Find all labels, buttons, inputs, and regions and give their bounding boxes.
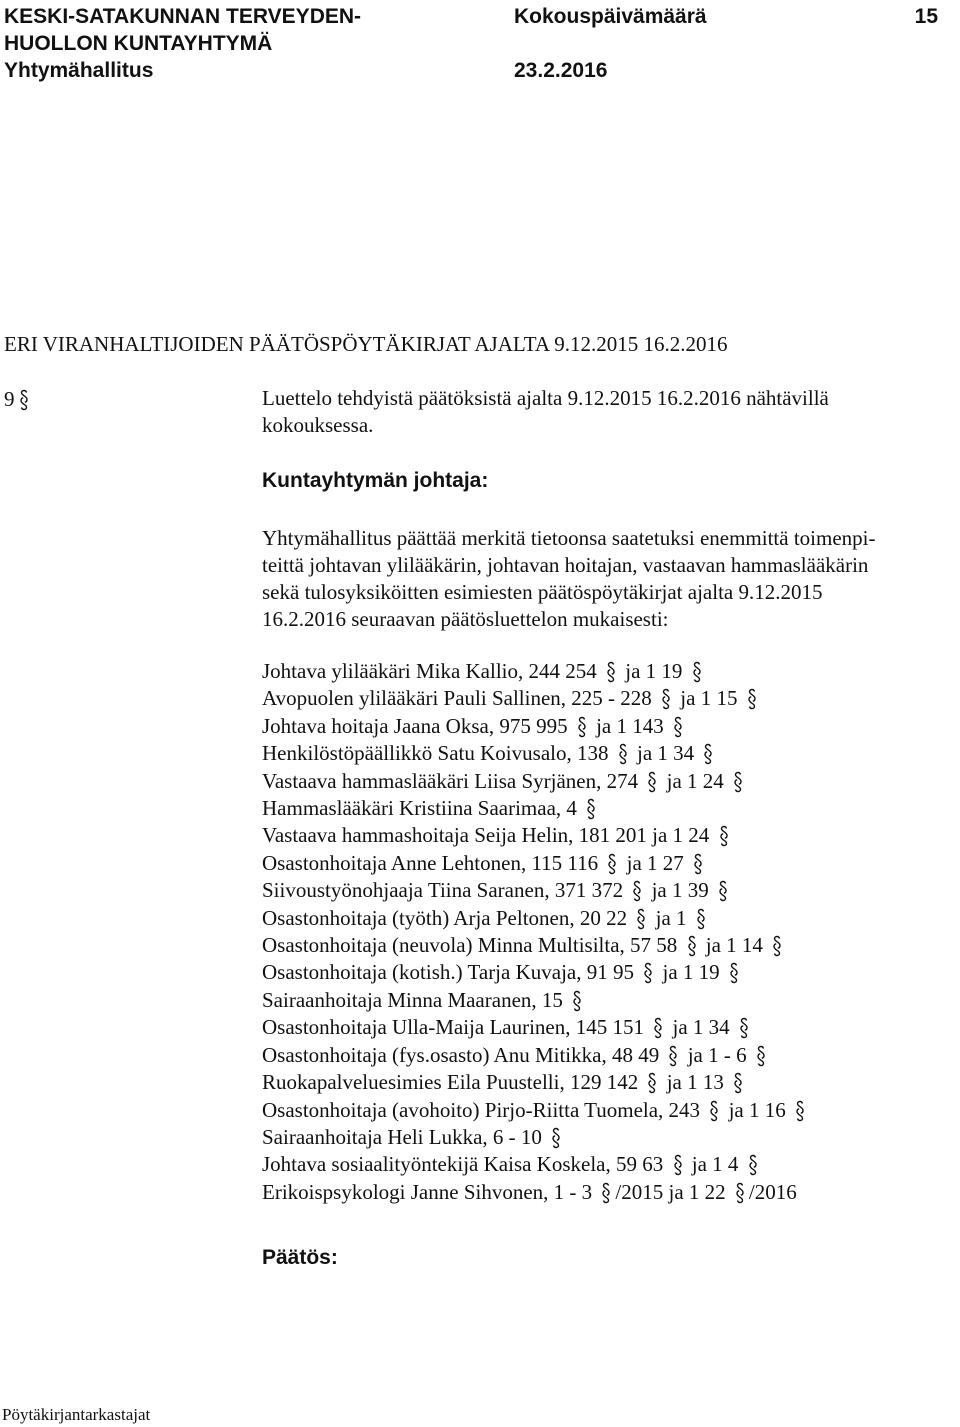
proposal-line: teittä johtavan ylilääkärin, johtavan hoitajan, vastaavan hammaslääkärin (262, 553, 869, 577)
section-sign-icon (667, 1045, 679, 1067)
decision-list-item (262, 1042, 952, 1069)
decision-text: Ruokapalveluesimies Eila Puustelli, 129 142 (262, 1070, 644, 1095)
section-sign-icon (642, 962, 654, 984)
decision-list-item (262, 795, 952, 822)
decision-list-item (262, 768, 952, 795)
proposal-line: sekä tulosyksiköitten esimiesten päätöspöytäkirjat ajalta 9.12.2015 (262, 580, 823, 604)
decision-list-item (262, 1014, 952, 1041)
decision-list-item (262, 1069, 952, 1096)
decision-text: ja 1 (650, 905, 692, 930)
decision-text: Siivoustyönohjaaja Tiina Saranen, 371 372 (262, 878, 629, 903)
decision-text: Osastonhoitaja (neuvola) Minna Multisilta, 57 58 (262, 933, 683, 958)
decision-list-item (262, 850, 952, 877)
decision-text: /2016 (748, 1179, 797, 1204)
section-sign-icon (600, 1182, 612, 1204)
section-sign-icon (605, 661, 617, 683)
footer-signatories: Pöytäkirjantarkastajat (2, 1405, 151, 1424)
section-title: ERI VIRANHALTIJOIDEN PÄÄTÖSPÖYTÄKIRJAT AJALTA 9.12.2015 16.2.2016 (4, 332, 728, 356)
item-number-value: 9 (4, 387, 15, 411)
section-sign-icon (755, 1045, 767, 1067)
section-sign-icon (672, 716, 684, 738)
decision-text: ja 1 16 (723, 1097, 791, 1122)
section-sign-icon (794, 1100, 806, 1122)
section-sign-icon (672, 1154, 684, 1176)
document-header (4, 0, 956, 84)
decision-text: ja 1 27 (621, 850, 690, 875)
decision-text: ja 1 19 (620, 659, 688, 683)
section-sign-icon (646, 771, 658, 793)
decision-text: Avopuolen ylilääkäri Pauli Sallinen, 225 - 228 (262, 686, 658, 711)
decision-list (262, 658, 952, 1206)
section-sign-icon (571, 990, 583, 1012)
decision-text: ja 1 24 (661, 768, 730, 793)
decision-list-item (262, 685, 952, 712)
section-sign-icon (732, 771, 744, 793)
item-number (4, 385, 33, 413)
decision-text: Osastonhoitaja (avohoito) Pirjo-Riitta Tuomela, 243 (262, 1097, 706, 1122)
section-sign-icon (692, 853, 704, 875)
decision-list-item (262, 1179, 952, 1206)
decision-list-item (262, 1124, 952, 1151)
decision-text: Hammaslääkäri Kristiina Saarimaa, 4 (262, 796, 583, 821)
section-sign-icon (686, 935, 698, 957)
section-sign-icon (695, 908, 707, 930)
decision-list-item (262, 658, 952, 685)
section-sign-icon (728, 962, 740, 984)
section-sign-icon (576, 716, 588, 738)
organization-name (4, 3, 444, 84)
section-sign-icon (550, 1127, 562, 1149)
proposer-label: Kuntayhtymän johtaja: (262, 469, 489, 492)
section-sign-icon (617, 743, 629, 765)
organization-line-3: Yhtymähallitus (4, 59, 154, 82)
section-sign-icon (717, 880, 729, 902)
decision-text: Vastaava hammaslääkäri Liisa Syrjänen, 274 (262, 768, 644, 793)
item-title: Luettelo tehdyistä päätöksistä ajalta 9.12.2015 16.2.2016 nähtävillä kokouksessa. (262, 386, 829, 437)
section-sign-icon (606, 853, 618, 875)
section-sign-icon (734, 1182, 746, 1204)
section-sign-icon (652, 1017, 664, 1039)
page-number: 15 (914, 5, 938, 28)
section-sign-icon (18, 389, 30, 411)
section-sign-icon (635, 908, 647, 930)
decision-text: Vastaava hammashoitaja Seija Helin, 181 201 ja 1 24 (262, 823, 715, 848)
decision-list-item (262, 932, 952, 959)
section-sign-icon (718, 825, 730, 847)
decision-list-item (262, 713, 952, 740)
organization-line-2: HUOLLON KUNTAYHTYMÄ (4, 32, 273, 55)
section-sign-icon (702, 743, 714, 765)
decision-list-item (262, 1097, 952, 1124)
proposal-line: Yhtymähallitus päättää merkitä tietoonsa saatetuksi enemmittä toimenpi- (262, 526, 876, 550)
decision-text: ja 1 143 (590, 713, 669, 738)
section-sign-icon (738, 1017, 750, 1039)
decision-text: ja 1 34 (667, 1015, 735, 1040)
section-sign-icon (732, 1072, 744, 1094)
decision-text: Henkilöstöpäällikkö Satu Koivusalo, 138 (262, 741, 614, 766)
section-sign-icon (708, 1100, 720, 1122)
decision-list-item (262, 822, 952, 849)
section-sign-icon (747, 1154, 759, 1176)
decision-text: ja 1 34 (631, 741, 700, 766)
decision-text: ja 1 13 (661, 1070, 730, 1095)
section-sign-icon (631, 880, 643, 902)
proposal-line: 16.2.2016 seuraavan päätösluettelon mukaisesti: (262, 607, 669, 631)
section-sign-icon (746, 688, 758, 710)
decision-text: ja 1 19 (657, 960, 725, 985)
decision-text: Osastonhoitaja Ulla-Maija Laurinen, 145 151 (262, 1015, 650, 1040)
decision-text: Johtava sosiaalityöntekijä Kaisa Koskela, 59 63 (262, 1152, 669, 1177)
decision-text: Osastonhoitaja Anne Lehtonen, 115 116 (262, 850, 604, 875)
section-sign-icon (585, 798, 597, 820)
decision-list-item (262, 877, 952, 904)
decision-text: /2015 ja 1 22 (615, 1179, 731, 1204)
decision-text: Sairaanhoitaja Minna Maaranen, 15 (262, 987, 569, 1012)
meeting-date: 23.2.2016 (514, 59, 608, 82)
decision-text: ja 1 4 (686, 1152, 744, 1177)
decision-text: Sairaanhoitaja Heli Lukka, 6 - 10 (262, 1124, 548, 1149)
decision-text: Osastonhoitaja (fys.osasto) Anu Mitikka, 48 49 (262, 1042, 665, 1067)
proposal-text (262, 525, 952, 633)
decision-text: ja 1 15 (675, 686, 743, 711)
decision-list-item (262, 1151, 952, 1178)
decision-text: Osastonhoitaja (työth) Arja Peltonen, 20 22 (262, 905, 633, 930)
section-sign-icon (691, 661, 703, 683)
organization-line-1: KESKI-SATAKUNNAN TERVEYDEN- (4, 5, 362, 28)
decision-list-item (262, 987, 952, 1014)
decision-text: ja 1 - 6 (682, 1042, 752, 1067)
decision-text: ja 1 14 (700, 933, 769, 958)
decision-text: Erikoispsykologi Janne Sihvonen, 1 - 3 (262, 1179, 598, 1204)
decision-list-item (262, 959, 952, 986)
section-sign-icon (646, 1072, 658, 1094)
decision-text: Osastonhoitaja (kotish.) Tarja Kuvaja, 91 95 (262, 960, 640, 985)
decision-list-item (262, 905, 952, 932)
section-sign-icon (660, 688, 672, 710)
decision-text: Johtava hoitaja Jaana Oksa, 975 995 (262, 713, 573, 738)
decision-text: Johtava ylilääkäri Mika Kallio, 244 254 (262, 659, 603, 683)
decision-list-item (262, 740, 952, 767)
decision-text: ja 1 39 (646, 878, 714, 903)
document-type: Kokouspäivämäärä (514, 5, 707, 28)
section-sign-icon (771, 935, 783, 957)
decision-label: Päätös: (262, 1246, 338, 1269)
